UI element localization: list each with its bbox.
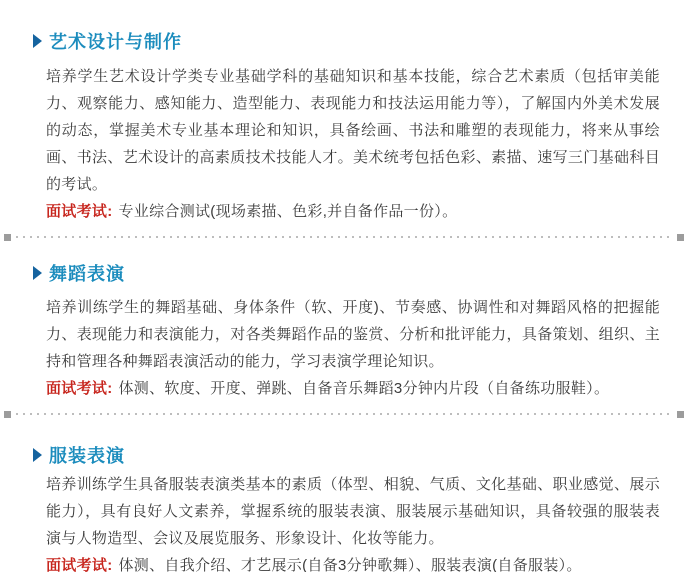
section-title-row (33, 31, 660, 51)
exam-text: 专业综合测试(现场素描、色彩,并自备作品一份）。 (118, 203, 458, 220)
section-title: 服装表演 (49, 446, 125, 466)
separator-end-square (677, 234, 684, 241)
exam-text: 体测、自我介绍、才艺展示(自备3分钟歌舞）、服装表演(自备服装）。 (118, 557, 582, 572)
exam-line (46, 198, 660, 225)
section-description: 培养训练学生具备服装表演类基本的素质（体型、相貌、气质、文化基础、职业感觉、展示能力），具有良好人文素养，掌握系统的服装表演、服装展示基础知识，具备较强的服装表演与人物造型、会议及展览服务、形象设计、化妆等能力。 (46, 476, 660, 547)
arrow-right-icon (33, 34, 42, 48)
program-section-fashion (33, 445, 660, 572)
separator-end-square (4, 411, 11, 418)
program-section-dance (33, 263, 660, 402)
separator-dotted-line (16, 236, 672, 238)
exam-line (46, 375, 660, 402)
dotted-separator (4, 410, 684, 418)
dotted-separator (4, 233, 684, 241)
section-title: 艺术设计与制作 (49, 32, 182, 52)
exam-label: 面试考试: (46, 203, 113, 220)
section-description: 培养学生艺术设计学类专业基础学科的基础知识和基本技能，综合艺术素质（包括审美能力、观察能力、感知能力、造型能力、表现能力和技法运用能力等），了解国内外美术发展的动态，掌握美术专业基本理论和知识，具备绘画、书法和雕塑的表现能力，将来从事绘画、书法、艺术设计的高素质技术技能人才。美术统考包括色彩、素描、速写三门基础科目的考试。 (46, 68, 660, 193)
program-section-art-design (33, 31, 660, 225)
separator-end-square (4, 234, 11, 241)
arrow-right-icon (33, 266, 42, 280)
section-title-row (33, 445, 660, 465)
separator-end-square (677, 411, 684, 418)
separator-dotted-line (16, 413, 672, 415)
section-description: 培养训练学生的舞蹈基础、身体条件（软、开度)、节奏感、协调性和对舞蹈风格的把握能力、表现能力和表演能力，对各类舞蹈作品的鉴赏、分析和批评能力，具备策划、组织、主持和管理各种舞蹈表演活动的能力，学习表演学理论知识。 (46, 299, 660, 370)
exam-label: 面试考试: (46, 380, 113, 397)
section-title: 舞蹈表演 (49, 264, 125, 284)
exam-text: 体测、软度、开度、弹跳、自备音乐舞蹈3分钟内片段（自备练功服鞋）。 (118, 380, 610, 397)
section-title-row (33, 263, 660, 283)
arrow-right-icon (33, 448, 42, 462)
exam-label: 面试考试: (46, 557, 113, 572)
exam-line (46, 552, 660, 572)
